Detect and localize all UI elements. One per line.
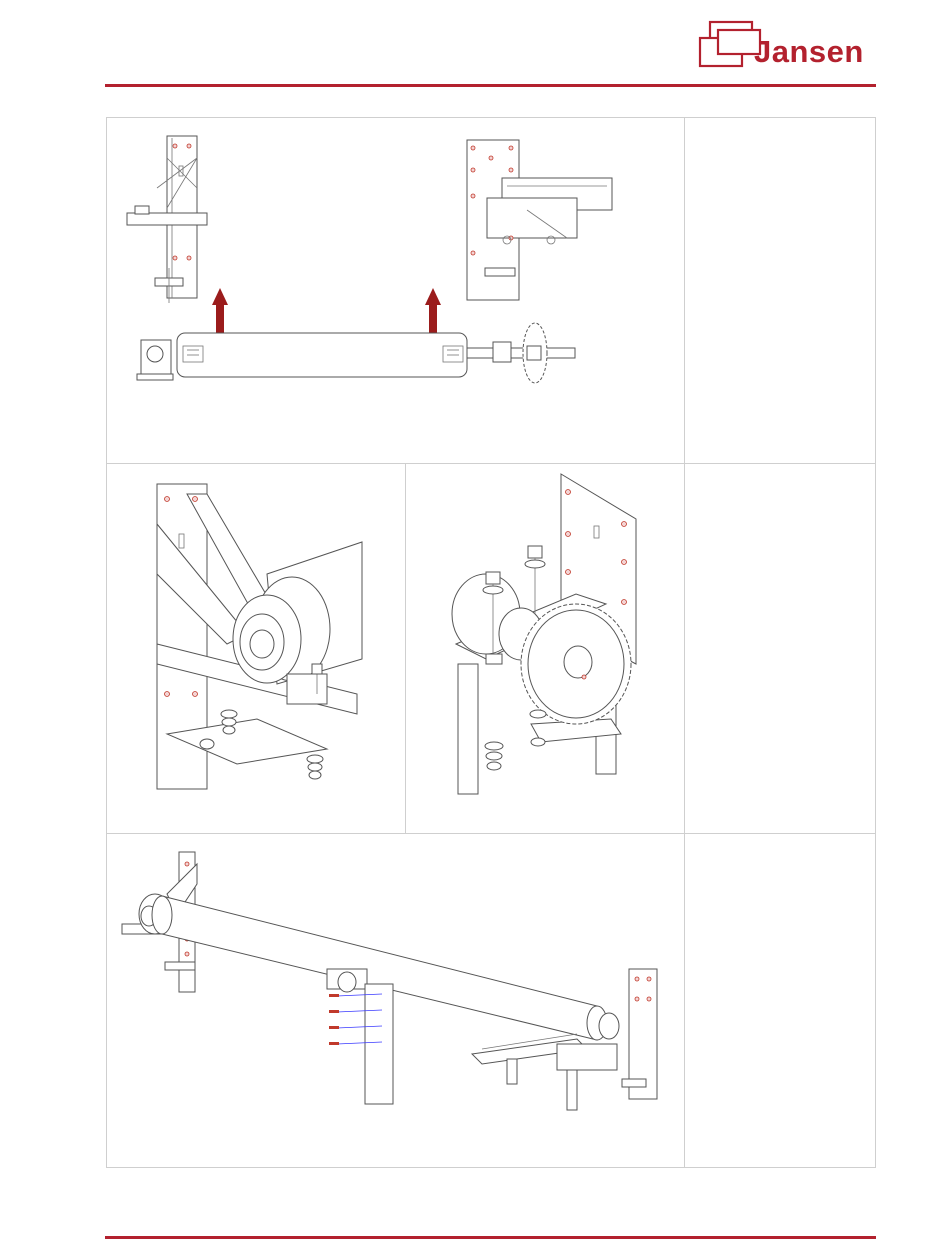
figure-left-bearing-detail: [107, 464, 404, 832]
arrow-up-icon: [212, 288, 228, 336]
footer-rule: [105, 1236, 876, 1239]
notes-column-divider: [684, 117, 685, 1168]
roller-tube-illustration: [137, 323, 575, 383]
figure-exploded-roller: [107, 118, 683, 462]
arrow-up-icon: [425, 288, 441, 336]
right-bracket-illustration: [467, 140, 612, 300]
brand-name: Jansen: [754, 34, 864, 69]
left-bracket-illustration: [127, 136, 207, 303]
header-rule: [105, 84, 876, 87]
figure-full-roller-assembly: [107, 834, 683, 1167]
figure-right-sprocket-detail: [406, 464, 683, 832]
